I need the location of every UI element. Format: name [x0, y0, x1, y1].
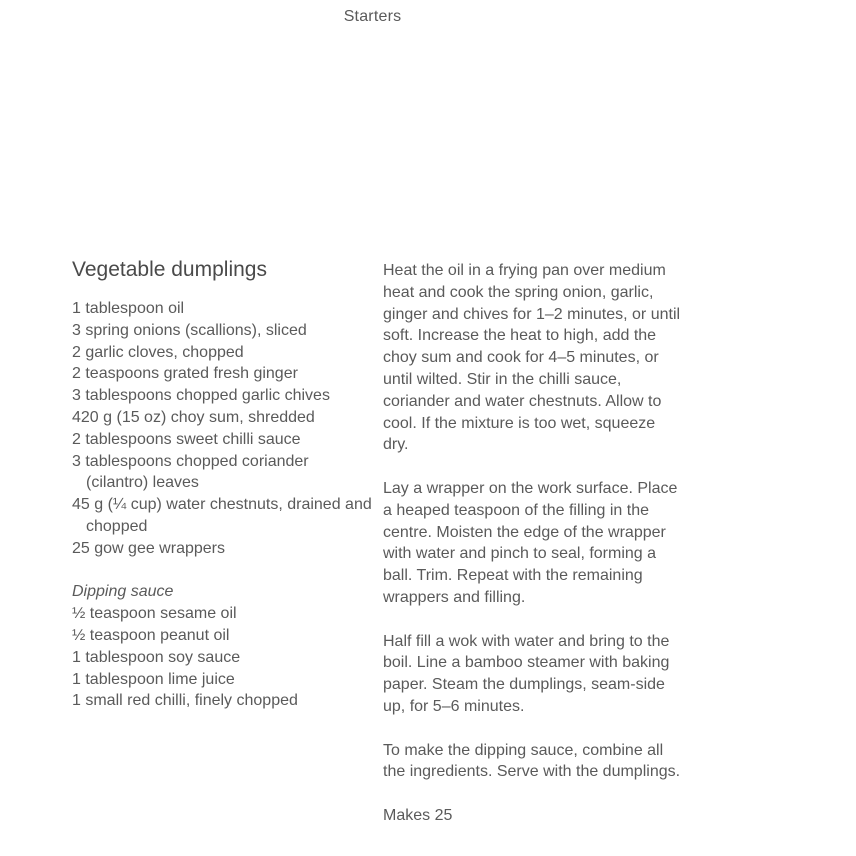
ingredient-item: 45 g (¼ cup) water chestnuts, drained and chopped	[72, 496, 372, 535]
method-step: Half fill a wok with water and bring to the boil. Line a bamboo steamer with baking paper. Steam the dumplings, seam-side up, for 5–6 minutes.	[383, 632, 670, 715]
sauce-heading: Dipping sauce	[72, 583, 174, 601]
method-step: Lay a wrapper on the work surface. Place a heaped teaspoon of the filling in the centre. Moisten the edge of the wrapper with water and pinch to seal, forming a ball. Trim. Repeat with the remaining wrappers and filling.	[383, 479, 678, 606]
sauce-ingredient-item: 1 tablespoon lime juice	[72, 670, 235, 688]
method-step: Heat the oil in a frying pan over medium heat and cook the spring onion, garlic, ginger and chives for 1–2 minutes, or until soft. Increase the heat to high, add the choy sum and cook for 4–5 minutes, or until wilted. Stir in the chilli sauce, coriander and water chestnuts. Allow to cool. If the mixture is too wet, squeeze dry.	[383, 262, 681, 454]
ingredient-item: 3 tablespoons chopped coriander (cilantro) leaves	[72, 452, 309, 492]
ingredients-column	[72, 256, 372, 712]
section-header: Starters	[343, 8, 402, 25]
ingredient-item: 420 g (15 oz) choy sum, shredded	[72, 408, 315, 426]
sauce-ingredient-item: ½ teaspoon sesame oil	[72, 605, 237, 623]
yield-text: Makes 25	[383, 806, 453, 824]
sauce-ingredient-item: 1 tablespoon soy sauce	[72, 648, 241, 666]
ingredient-item: 25 gow gee wrappers	[72, 539, 225, 557]
ingredient-item: 3 tablespoons chopped garlic chives	[72, 387, 330, 405]
sauce-ingredients-list	[72, 603, 372, 712]
method-step: To make the dipping sauce, combine all the ingredients. Serve with the dumplings.	[383, 741, 681, 781]
recipe-title: Vegetable dumplings	[72, 258, 267, 281]
ingredient-item: 2 teaspoons grated fresh ginger	[72, 365, 298, 383]
sauce-ingredient-item: 1 small red chilli, finely chopped	[72, 692, 298, 710]
ingredient-item: 2 tablespoons sweet chilli sauce	[72, 430, 301, 448]
ingredient-item: 2 garlic cloves, chopped	[72, 343, 244, 361]
ingredient-item: 1 tablespoon oil	[72, 300, 185, 317]
ingredients-list	[72, 298, 372, 560]
sauce-ingredient-item: ½ teaspoon peanut oil	[72, 626, 230, 644]
method-column	[383, 260, 683, 827]
ingredient-item: 3 spring onions (scallions), sliced	[72, 321, 307, 339]
